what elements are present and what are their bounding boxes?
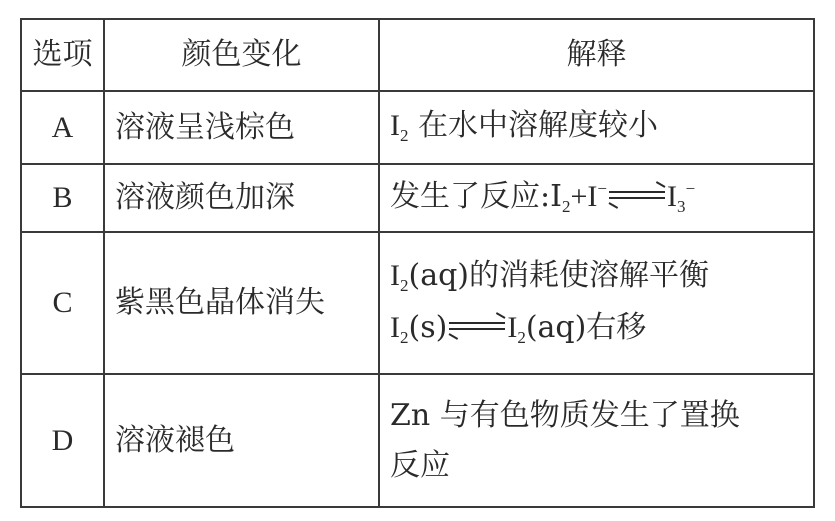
explain-a: $I_2$ 在水中溶解度较小 — [390, 108, 659, 146]
header-option: 选项 — [32, 37, 93, 72]
explain-c-line-1: $I_2(aq)$的消耗使溶解平衡 — [390, 257, 709, 295]
table-border-right — [813, 18, 815, 508]
option-a: A — [51, 110, 74, 144]
change-c: 紫黑色晶体消失 — [115, 285, 325, 320]
explain-d — [380, 375, 813, 506]
option-b: B — [52, 181, 73, 214]
change-b: 溶液颜色加深 — [115, 180, 295, 215]
explain-d-line-1: Zn 与有色物质发生了置换 — [390, 397, 740, 433]
change-d: 溶液褪色 — [115, 422, 235, 458]
header-explanation: 解释 — [566, 37, 627, 72]
explain-b: 发生了反应$:I_2+I^-$ $I_3^-$ — [390, 178, 696, 216]
table-border-bottom — [20, 506, 815, 508]
explain-d-line-2: 反应 — [390, 447, 450, 483]
header-color-change: 颜色变化 — [181, 37, 302, 72]
option-c: C — [52, 286, 73, 319]
equilibrium-arrow-icon — [449, 319, 505, 333]
explain-c-line-2: $I_2(s)$ $I_2(aq)$右移 — [390, 310, 647, 347]
explain-c — [380, 233, 813, 373]
equilibrium-arrow-icon — [609, 188, 665, 202]
change-a: 溶液呈浅棕色 — [115, 109, 295, 145]
option-d: D — [51, 423, 74, 457]
